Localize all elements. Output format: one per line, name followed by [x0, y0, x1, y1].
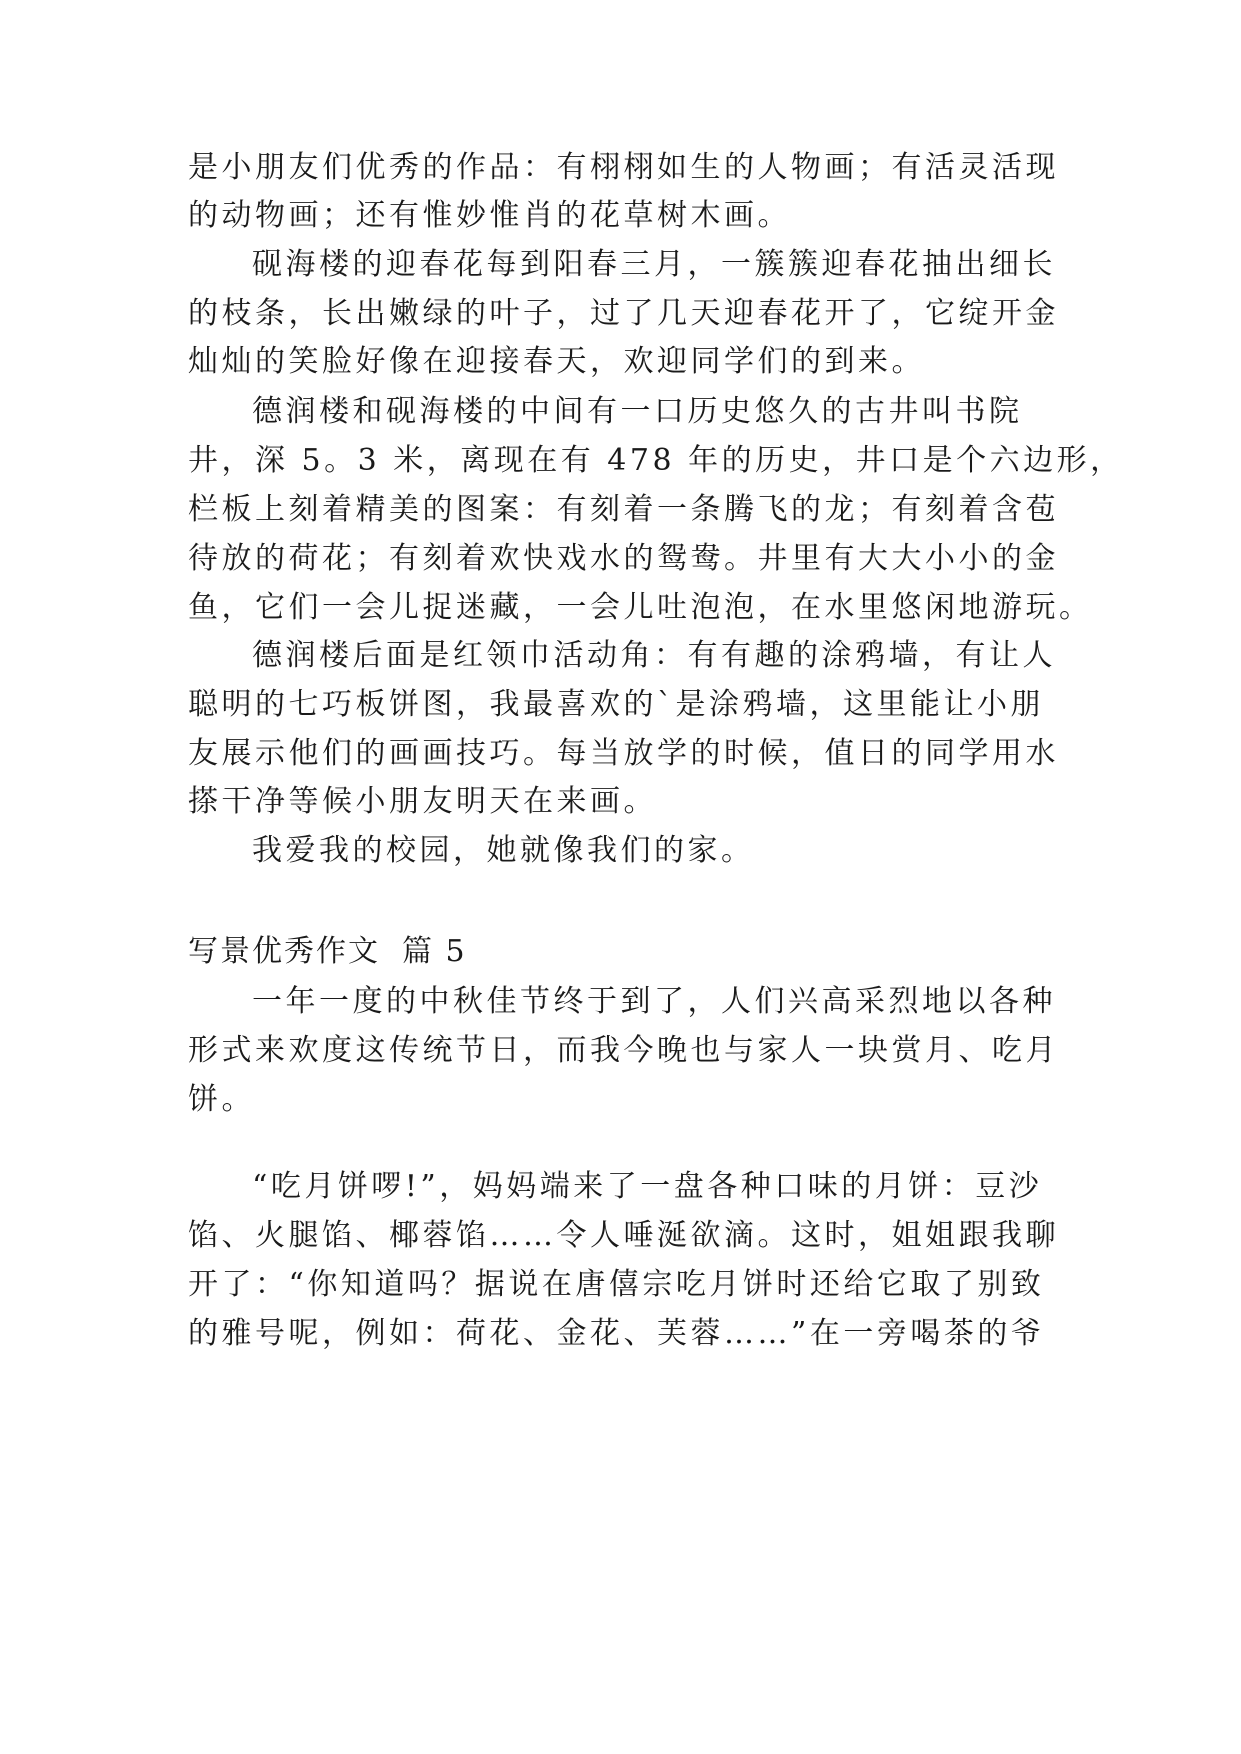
text-line: 砚海楼的迎春花每到阳春三月，一簇簇迎春花抽出细长 [252, 247, 1056, 282]
text-line: 的枝条，长出嫩绿的叶子，过了几天迎春花开了，它绽开金 [188, 296, 1059, 331]
text-line: 待放的荷花；有刻着欢快戏水的鸳鸯。井里有大大小小的金 [188, 541, 1059, 576]
text-line: 灿灿的笑脸好像在迎接春天，欢迎同学们的到来。 [188, 344, 925, 379]
text-line: 馅、火腿馅、椰蓉馅……令人唾涎欲滴。这时，姐姐跟我聊 [188, 1218, 1059, 1253]
text-line: 的动物画；还有惟妙惟肖的花草树木画。 [188, 198, 791, 233]
text-line: 饼。 [188, 1082, 255, 1117]
text-line: 形式来欢度这传统节日，而我今晚也与家人一块赏月、吃月 [188, 1033, 1059, 1068]
text-line: 一年一度的中秋佳节终于到了，人们兴高采烈地以各种 [252, 984, 1056, 1019]
text-line: 德润楼和砚海楼的中间有一口历史悠久的古井叫书院 [252, 394, 1023, 429]
text-line: 开了：“你知道吗？据说在唐僖宗吃月饼时还给它取了别致 [188, 1267, 1045, 1302]
text-line: 是小朋友们优秀的作品：有栩栩如生的人物画；有活灵活现 [188, 150, 1059, 185]
text-line: “吃月饼啰!”，妈妈端来了一盘各种口味的月饼：豆沙 [252, 1169, 1043, 1204]
text-line: 鱼，它们一会儿捉迷藏，一会儿吐泡泡，在水里悠闲地游玩。 [188, 590, 1093, 625]
text-line: 栏板上刻着精美的图案：有刻着一条腾飞的龙；有刻着含苞 [188, 492, 1059, 527]
text-line: 聪明的七巧板饼图，我最喜欢的`是涂鸦墙，这里能让小朋 [188, 687, 1044, 722]
text-line: 井，深 5。3 米，离现在有 478 年的历史，井口是个六边形， [188, 443, 1124, 478]
section-heading [188, 932, 467, 972]
text-line: 搽干净等候小朋友明天在来画。 [188, 784, 657, 819]
text-line: 我爱我的校园，她就像我们的家。 [252, 833, 755, 868]
text-line: 友展示他们的画画技巧。每当放学的时候，值日的同学用水 [188, 736, 1059, 771]
section-title: 写景优秀作文 [188, 934, 380, 969]
text-line: 的雅号呢，例如：荷花、金花、芙蓉……”在一旁喝茶的爷 [188, 1316, 1045, 1351]
section-number: 篇 5 [402, 934, 467, 969]
text-line: 德润楼后面是红领巾活动角：有有趣的涂鸦墙，有让人 [252, 638, 1056, 673]
